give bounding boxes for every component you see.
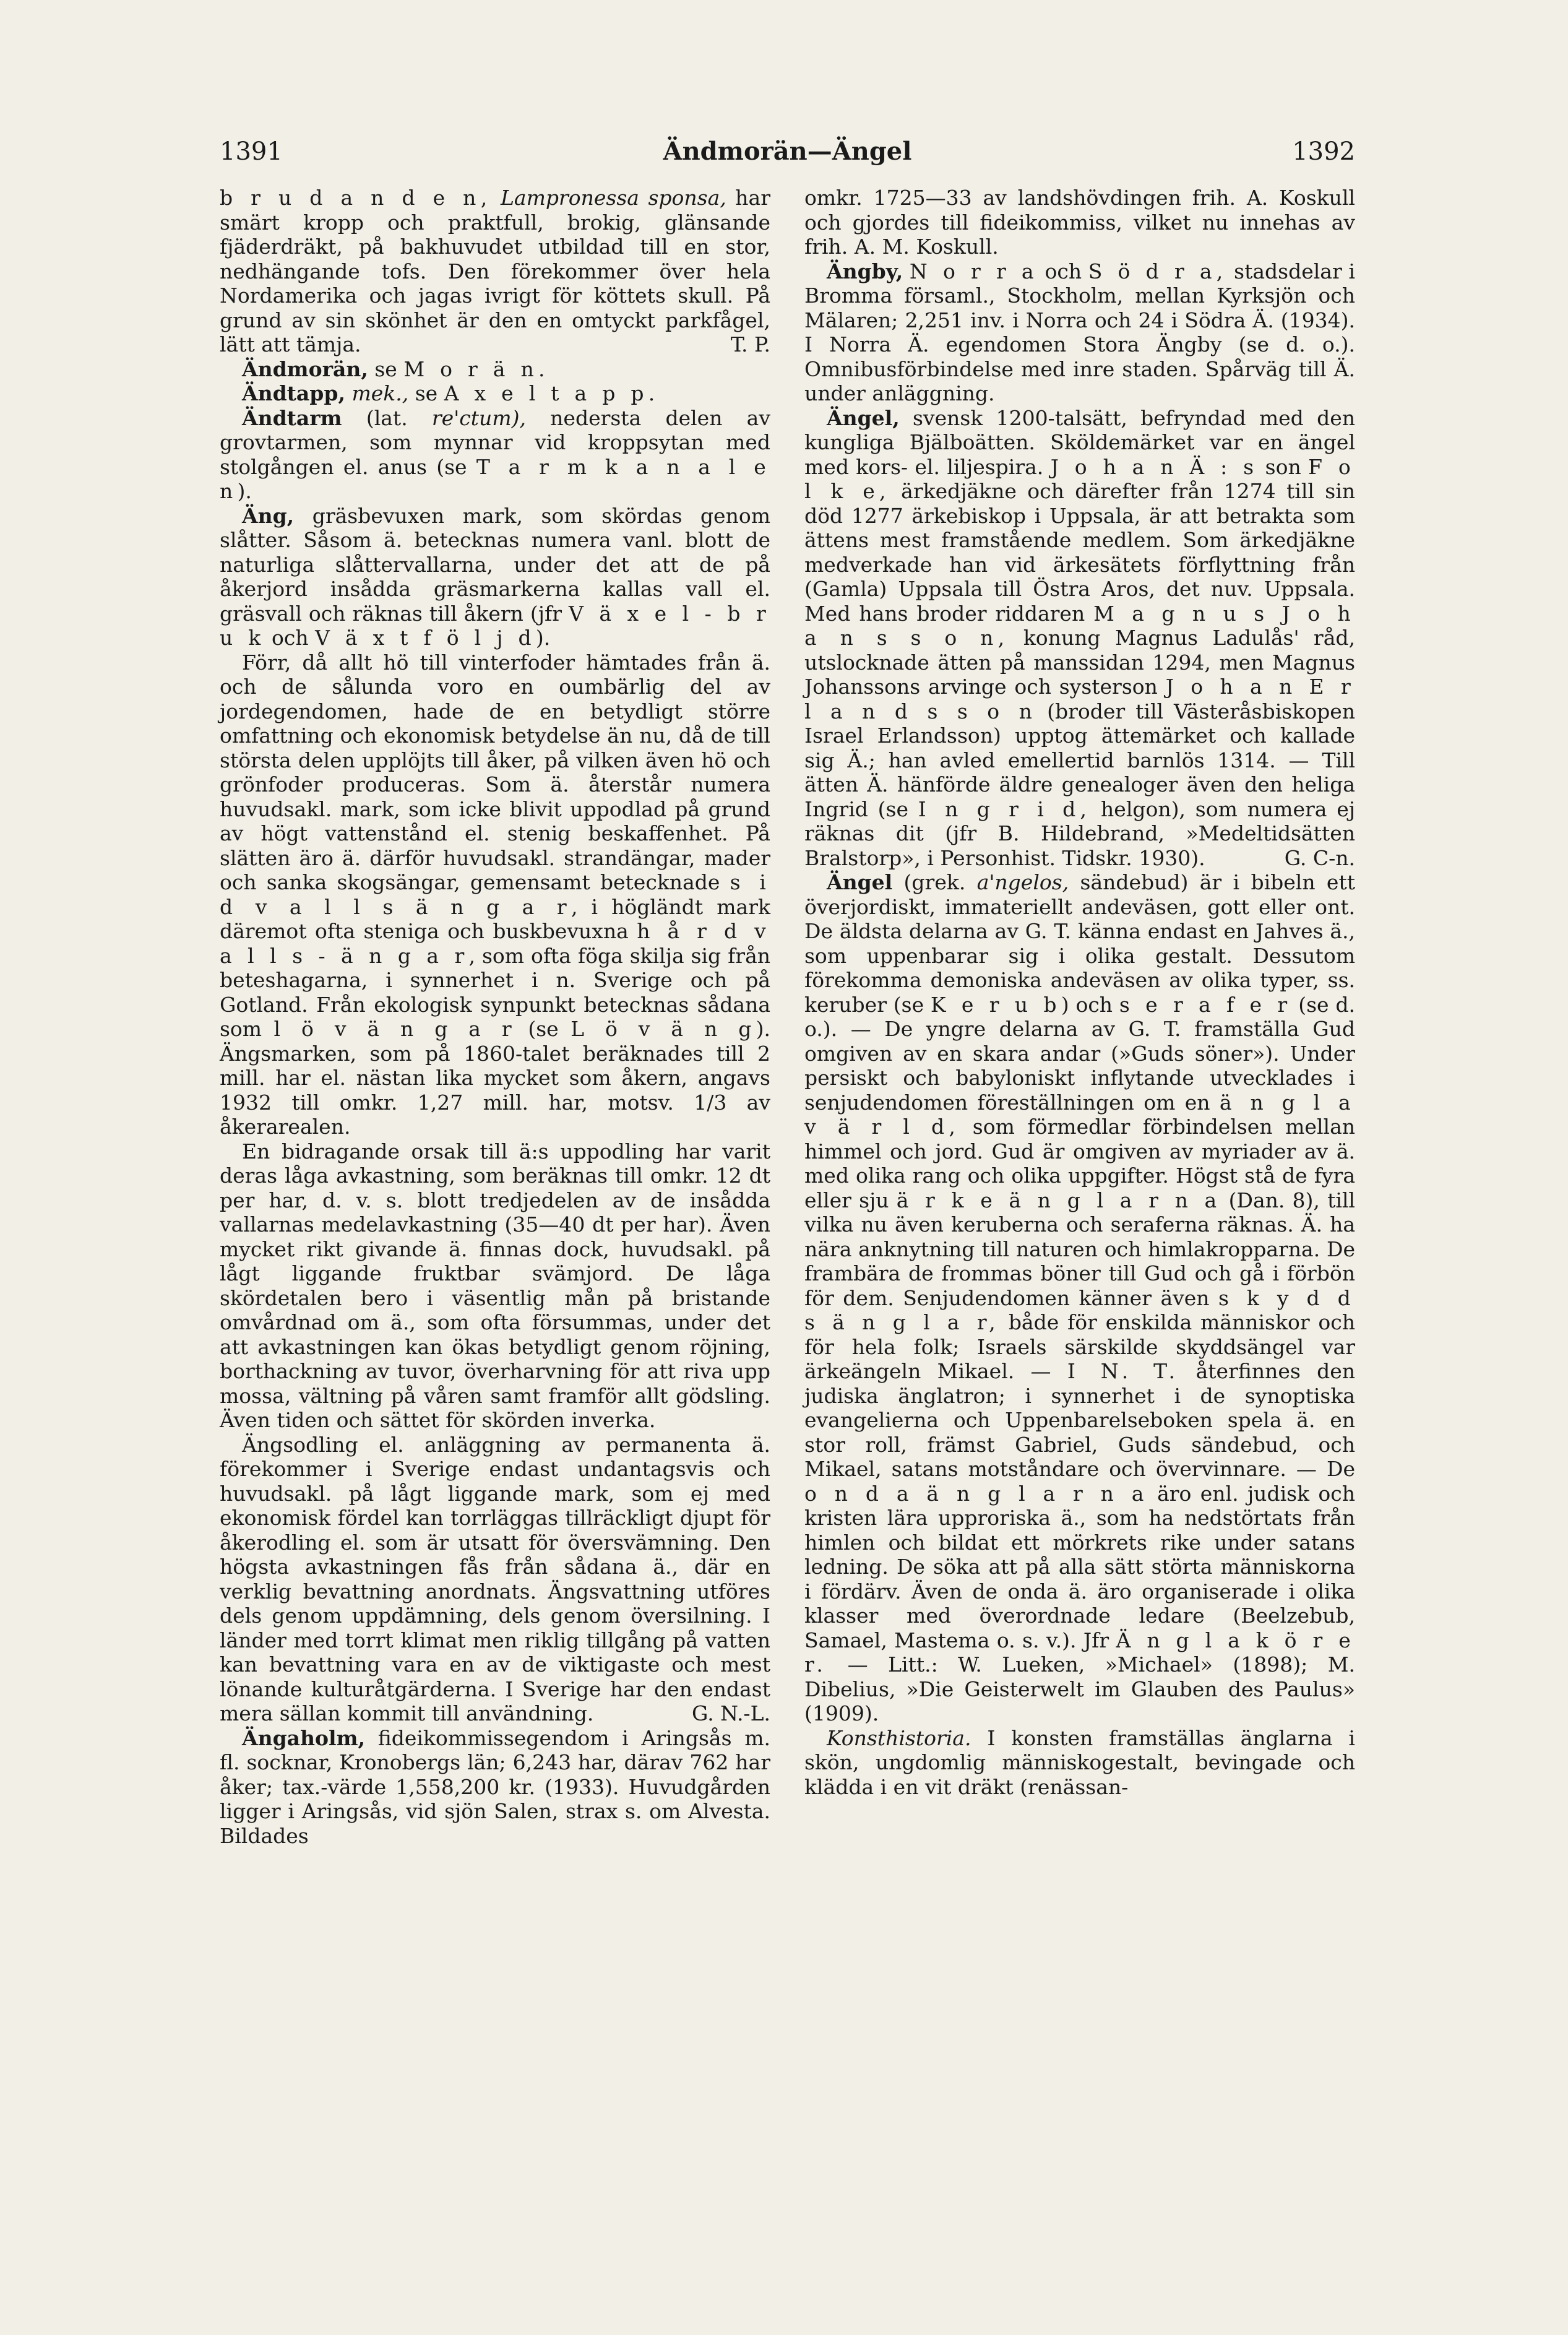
section-heading: Konsthistoria.: [827, 1725, 971, 1750]
headword: Ängaholm,: [242, 1725, 365, 1750]
headword: Äng,: [242, 503, 295, 528]
entry-andtapp: Ändtapp, mek., se A x e l t a p p.: [242, 381, 660, 405]
entry-continuation: b r u d a n d e n, Lampronessa sponsa, har smärt kropp och praktfull, brokig, glänsande fjäderdräkt, på bakhuvudet utbildad till en stor, nedhängande tofs. Den förekommer över hela Nordamerika och jagas ivrigt för köttets skull. På grund av sin skönhet är den en omtyckt parkfågel, lätt att tämja. T. P.: [220, 186, 770, 356]
entry-andtarm: Ändtarm (lat. re'ctum), nedersta delen av grovtarmen, som mynnar vid kroppsytan med stolgången el. anus (se T a r m k a n a l e n).: [220, 405, 770, 503]
page-number-left: 1391: [220, 137, 283, 166]
entry-andmoran: Ändmorän, se M o r ä n.: [242, 356, 549, 381]
entry-ang: Äng, gräsbevuxen mark, som skördas genom slåtter. Såsom ä. betecknas numera vanl. blott de naturliga slåttervallarna, under det att de på åkerjord insådda gräsmarkerna kallas vall el. gräsvall och räknas till åkern (jfr V ä x e l - b r u k och V ä x t f ö l j d).: [220, 503, 771, 650]
headword: Ängel: [827, 870, 893, 894]
paragraph: Ängsodling el. anläggning av permanenta ä. förekommer i Sverige endast undantagsvis och huvudsakl. på lågt liggande mark, som ej med ekonomisk fördel kan torrläggas tillräckligt djupt för åkerodling el. som är utsatt för översvämning. Den högsta avkastningen fås från sådana ä., där en verklig bevattning anordnats. Ängsvattning utföres dels genom uppdämning, dels genom översilning. I länder med torrt klimat men riklig tillgång på vatten kan bevattning vara en av de viktigaste och mest lönande kulturåtgärderna. I Sverige har den endast mera sällan kommit till användning. G. N.-L.: [220, 1432, 770, 1725]
author-signature: G. N.-L.: [692, 1701, 770, 1725]
right-column: [804, 186, 1355, 1799]
headword: Ändtapp,: [242, 381, 345, 405]
entry-angel-family: Ängel, svensk 1200-talsätt, befryndad med den kungliga Bjälboätten. Sköldemärket var en ängel med kors- el. liljespira. J o h a n Ä : s son F o l k e, ärkedjäkne och därefter från 1274 till sin död 1277 ärkebiskop i Uppsala, är att betrakta som ättens mest framstående medlem. Som ärkedjäkne medverkade han vid ärkesätets förflyttning från (Gamla) Uppsala till Östra Aros, det nuv. Uppsala. Med hans broder riddaren M a g n u s J o h a n s s o n, konung Magnus Ladulås' råd, utslocknade ätten på manssidan 1294, men Magnus Johanssons arvinge och systerson J o h a n E r l a n d s s o n (broder till Västeråsbiskopen Israel Erlandsson) upptog ättemärket och kallade sig Ä.; han avled emellertid barnlös 1314. — Till ätten Ä. hänförde äldre genealoger även den heliga Ingrid (se I n g r i d, helgon), som numera ej räknas dit (jfr B. Hildebrand, »Medeltidsätten Bralstorp», i Personhist. Tidskr. 1930). G. C-n.: [804, 405, 1356, 870]
page-header: [220, 133, 1355, 170]
author-signature: T. P.: [730, 332, 770, 356]
left-column: [220, 186, 770, 1848]
page-number-right: 1392: [1292, 137, 1355, 166]
paragraph: Konsthistoria. I konsten framställas änglarna i skön, ungdomlig människogestalt, bevingade och klädda i en vit dräkt (renässan-: [804, 1725, 1355, 1799]
paragraph: En bidragande orsak till ä:s uppodling har varit deras låga avkastning, som beräknas till omkr. 12 dt per har, d. v. s. blott tredjedelen av de insådda vallarnas medelavkastning (35—40 dt per har). Även mycket rikt givande ä. finnas dock, huvudsakl. på lågt liggande fruktbar svämjord. De låga skördetalen bero i väsentlig mån på bristande omvårdnad om ä., som ofta försummas, under det att avkastningen kan ökas betydligt genom röjning, borthackning av tuvor, överharvning för att riva upp mossa, vältning på våren samt framför allt gödsling. Även tiden och sättet för skörden inverka.: [220, 1139, 770, 1432]
paragraph: Förr, då allt hö till vinterfoder hämtades från ä. och de sålunda voro en oumbärlig del av jordegendomen, hade de en betydligt större omfattning och ekonomisk betydelse än nu, då de till största delen upplöjts till åker, på vilken även hö och grönfoder produceras. Som ä. återstår numera huvudsakl. mark, som icke blivit uppodlad på grund av högt vattenstånd el. stenig beskaffenhet. På slätten äro ä. därför huvudsakl. strandängar, mader och sanka skogsängar, gemensamt betecknade s i d v a l l s ä n g a r, i högländt mark däremot ofta steniga och buskbevuxna h å r d v a l l s - ä n g a r, som ofta föga skilja sig från beteshagarna, i synnerhet i n. Sverige och på Gotland. Från ekologisk synpunkt betecknas sådana som l ö v ä n g a r (se L ö v ä n g). Ängsmarken, som på 1860-talet beräknades till 2 mill. har el. nästan lika mycket som åkern, angavs 1932 till omkr. 1,27 mill. har, motsv. 1/3 av åkerarealen.: [220, 650, 771, 1139]
headword: Ängby,: [827, 259, 903, 283]
headword: Ändmorän,: [242, 356, 368, 381]
author-signature: G. C-n.: [1284, 845, 1355, 870]
entry-angby: Ängby, N o r r a och S ö d r a, stadsdelar i Bromma församl., Stockholm, mellan Kyrksjön och Mälaren; 2,251 inv. i Norra och 24 i Södra Ä. (1934). I Norra Ä. egendomen Stora Ängby (se d. o.). Omnibusförbindelse med inre staden. Spårväg till Ä. under anläggning.: [804, 259, 1355, 405]
entry-angel: Ängel (grek. a'ngelos, sändebud) är i bibeln ett överjordiskt, immateriellt andeväsen, gott eller ont. De äldsta delarna av G. T. känna endast en Jahves ä., som uppenbarar sig i olika gestalt. Dessutom förekomma demoniska andeväsen av olika typer, ss. keruber (se K e r u b) och s e r a f e r (se d. o.). — De yngre delarna av G. T. framställa Gud omgiven av en skara andar (»Guds söner»). Under persiskt och babyloniskt inflytande utvecklades i senjudendomen föreställningen om en ä n g l a v ä r l d, som förmedlar förbindelsen mellan himmel och jord. Gud är omgiven av myriader av ä. med olika rang och olika uppgifter. Högst stå de fyra eller sju ä r k e ä n g l a r n a (Dan. 8), till vilka nu även keruberna och seraferna räknas. Ä. ha nära anknytning till naturen och himlakropparna. De frambära de frommas böner till Gud och gå i förbön för dem. Senjudendomen känner även s k y d d s ä n g l a r, både för enskilda människor och för hela folk; Israels särskilde skyddsängel var ärkeängeln Mikael. — I N. T. återfinnes den judiska änglatron; i synnerhet i de synoptiska evangelierna och Uppenbarelseboken spela ä. en stor roll, främst Gabriel, Guds sändebud, och Mikael, satans motståndare och övervinnare. — De o n d a ä n g l a r n a äro enl. judisk och kristen lära upproriska ä., som ha nedstörtats från himlen och bildat ett mörkrets rike under satans ledning. De söka att på alla sätt störta människorna i fördärv. Även de onda ä. äro organiserade i olika klasser med överordnade ledare (Beelzebub, Samael, Mastema o. s. v.). Jfr Ä n g l a k ö r e r. — Litt.: W. Lueken, »Michael» (1898); M. Dibelius, »Die Geisterwelt im Glauben des Paulus» (1909).: [804, 870, 1356, 1725]
headword: Ängel,: [827, 405, 900, 430]
entry-angaholm: Ängaholm, fideikommissegendom i Aringsås m. fl. socknar, Kronobergs län; 6,243 har, därav 762 har åker; tax.-värde 1,558,200 kr. (1933). Huvudgården ligger i Aringsås, vid sjön Salen, strax s. om Alvesta. Bildades: [220, 1725, 771, 1848]
headword: Ändtarm: [242, 405, 342, 430]
running-title: Ändmorän—Ängel: [663, 137, 912, 166]
entry-continuation: omkr. 1725—33 av landshövdingen frih. A. Koskull och gjordes till fideikommiss, vilket nu innehas av frih. A. M. Koskull.: [804, 186, 1355, 259]
